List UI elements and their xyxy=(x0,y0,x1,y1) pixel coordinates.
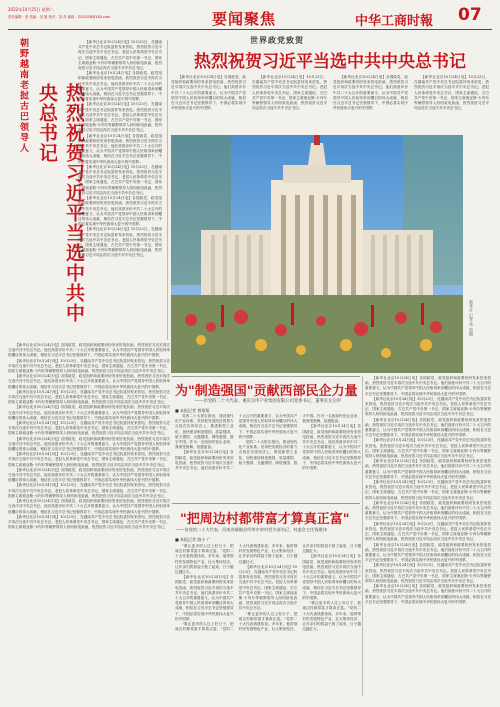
header-credits: 责任编辑：张 美编：吴 版 校对：刘 舟 邮箱：ZGGSSB@163.com xyxy=(8,15,111,19)
lower-left-para: 【新华社北京10月24日电】各国政党、政党组织和政要纷纷发来贺电贺函，热烈祝贺习近平再次当选中共中央总书记。他们高度评价中共二十大召开的重要意义，认为中国共产党领导中国人民取得举世瞩目的伟大成就，相信在习近平总书记坚强领导下，中国必将实现中华民族伟大复兴的中国梦。 xyxy=(8,374,170,389)
story2-subtitle: ——访党的二十大代表、重庆宗申产业集团有限公司党委书记、董事长左宗申 xyxy=(195,399,342,404)
story2-para: 党的二十大报告指出，建设现代化产业体系。坚持把发展经济的着力点放在实体经济上，推进新型工业化，加快建设制造强国、质量强国、航天强国、交通强国、网络强国、数字中国。作为一名西部民营企业家，我深受鼓舞，倍感振奋。 xyxy=(175,414,234,450)
right-col-para: 【新华社北京10月24日电】各国政党、政党组织和政要纷纷发来贺电贺函，热烈祝贺习近平再次当选中共中央总书记。他们高度评价中共二十大召开的重要意义，认为中国共产党领导中国人民取得举世瞩目的伟大成就，相信在习近平总书记坚强领导下，中国必将实现中华民族伟大复兴的中国梦。 xyxy=(365,500,491,521)
story2-para: 党的二十大报告指出，建设现代化产业体系。坚持把发展经济的着力点放在实体经济上，推进新型工业化，加快建设制造强国、质量强国、航天强国、交通强国、网络强国、数字中国。作为一名西部民营企业家，我深受鼓舞，倍感振奋。 xyxy=(238,414,361,465)
right-col-para: 【新华社北京10月24日电】各国政党、政党组织和政要纷纷发来贺电贺函，热烈祝贺习近平再次当选中共中央总书记。他们高度评价中共二十大召开的重要意义，认为中国共产党领导中国人民取得举世瞩目的伟大成就，相信在习近平总书记坚强领导下，中国必将实现中华民族伟大复兴的中国梦。 xyxy=(365,542,491,563)
story3-rule xyxy=(172,503,360,504)
lower-left-para: 【新华社北京10月24日电】各国政党、政党组织和政要纷纷发来贺电贺函，热烈祝贺习近平再次当选中共中央总书记。他们高度评价中共二十大召开的重要意义，认为中国共产党领导中国人民取得举世瞩目的伟大成就，相信在习近平总书记坚强领导下，中国必将实现中华民族伟大复兴的中国梦。 xyxy=(8,467,170,483)
lower-left-para: 【新华社北京10月24日电】10月23日，在越南共产党中央总书记阮富仲发来贺电，热烈祝贺习近平再次当选中共中央总书记。老挝人民革命党中央总书记、国家主席通伦，古巴共产党中央第一书记、国家主席迪亚斯-卡内尔等朝野领导人纷纷致电致函，热烈祝贺习近平同志再次当选中共中央总书记。 xyxy=(8,421,170,436)
right-col-para: 【新华社北京10月24日电】10月23日，在越南共产党中央总书记阮富仲发来贺电，热烈祝贺习近平再次当选中共中央总书记。老挝人民革命党中央总书记、国家主席通伦，古巴共产党中央第一书记、国家主席迪亚斯-卡内尔等朝野领导人纷纷致电致函，热烈祝贺习近平同志再次当选中共中央总书记。 xyxy=(365,563,491,583)
story3-byline: ■ 本报记者 路小 广 xyxy=(175,537,211,542)
right-col-para: 【新华社北京10月24日电】各国政党、政党组织和政要纷纷发来贺电贺函，热烈祝贺习近平再次当选中共中央总书记。他们高度评价中共二十大召开的重要意义，认为中国共产党领导中国人民取得举世瞩目的伟大成就，相信在习近平总书记坚强领导下，中国必将实现中华民族伟大复兴的中国梦。 xyxy=(365,417,491,438)
lower-left-para: 【新华社北京10月24日电】10月23日，在越南共产党中央总书记阮富仲发来贺电，热烈祝贺习近平再次当选中共中央总书记。老挝人民革命党中央总书记、国家主席通伦，古巴共产党中央第一书记、国家主席迪亚斯-卡内尔等朝野领导人纷纷致电致函，热烈祝贺习近平同志再次当选中共中央总书记。 xyxy=(8,483,170,498)
side-text-para: 【新华社北京10月24日电】各国政党、政党组织和政要纷纷发来贺电贺函，热烈祝贺习近平再次当选中共中央总书记。他们高度评价中共二十大召开的重要意义，认为中国共产党领导中国人民取得举世瞩目的伟大成就，相信在习近平总书记坚强领导下，中国必将实现中华民族伟大复兴的中国梦。 xyxy=(78,133,162,164)
story3-para: "要让更多的人过上好日子，把周边村都带富才算真正富。"党的二十大代表钱建伟说。多年来，他带领村民发展特色产业，壮大集体经济，让乡亲们的钱袋子鼓了起来，日子越过越红火。 xyxy=(238,544,361,632)
lower-left-para: 【新华社北京10月24日电】各国政党、政党组织和政要纷纷发来贺电贺函，热烈祝贺习近平再次当选中共中央总书记。他们高度评价中共二十大召开的重要意义，认为中国共产党领导中国人民取得举世瞩目的伟大成就，相信在习近平总书记坚强领导下，中国必将实现中华民族伟大复兴的中国梦。 xyxy=(8,405,170,420)
main-text-para: 【新华社北京10月24日电】10月23日，在越南共产党中央总书记阮富仲发来贺电，热烈祝贺习近平再次当选中共中央总书记。老挝人民革命党中央总书记、国家主席通伦，古巴共产党中央第一书记、国家主席迪亚斯-卡内尔等朝野领导人纷纷致电致函，热烈祝贺习近平同志再次当选中共中央总书记。 xyxy=(414,75,489,111)
side-text-para: 【新华社北京10月24日电】各国政党、政党组织和政要纷纷发来贺电贺函，热烈祝贺习近平再次当选中共中央总书记。他们高度评价中共二十大召开的重要意义，认为中国共产党领导中国人民取得举世瞩目的伟大成就，相信在习近平总书记坚强领导下，中国必将实现中华民族伟大复兴的中国梦。 xyxy=(78,196,162,227)
story3-para: "要让更多的人过上好日子，把周边村都带富才算真正富。"党的二十大代表钱建伟说。多年来，他带领村民发展特色产业，壮大集体经济，让乡亲们的钱袋子鼓了起来，日子越过越红火。 xyxy=(175,544,234,575)
main-article-text xyxy=(171,75,489,133)
header-date: 2022年10月25日 星期二 xyxy=(8,7,54,12)
story2-headline: 为"制造强国"贡献西部民企力量 xyxy=(175,384,358,399)
right-col-para: 【新华社北京10月24日电】10月23日，在越南共产党中央总书记阮富仲发来贺电，热烈祝贺习近平再次当选中共中央总书记。老挝人民革命党中央总书记、国家主席通伦，古巴共产党中央第一书记、国家主席迪亚斯-卡内尔等朝野领导人纷纷致电致函，热烈祝贺习近平同志再次当选中共中央总书记。 xyxy=(365,521,491,542)
story3-para: 【新华社北京10月24日电】10月23日，在越南共产党中央总书记阮富仲发来贺电，热烈祝贺习近平再次当选中共中央总书记。老挝人民革命党中央总书记、国家主席通伦，古巴共产党中央第一书记、国家主席迪亚斯-卡内尔等朝野领导人纷纷致电致函，热烈祝贺习近平同志再次当选中共中央总书记。 xyxy=(238,564,298,611)
lower-left-para: 【新华社北京10月24日电】各国政党、政党组织和政要纷纷发来贺电贺函，热烈祝贺习近平再次当选中共中央总书记。他们高度评价中共二十大召开的重要意义，认为中国共产党领导中国人民取得举世瞩目的伟大成就，相信在习近平总书记坚强领导下，中国必将实现中华民族伟大复兴的中国梦。 xyxy=(8,343,170,358)
right-col-para: 【新华社北京10月24日电】10月23日，在越南共产党中央总书记阮富仲发来贺电，热烈祝贺习近平再次当选中共中央总书记。老挝人民革命党中央总书记、国家主席通伦，古巴共产党中央第一书记、国家主席迪亚斯-卡内尔等朝野领导人纷纷致电致函，热烈祝贺习近平同志再次当选中共中央总书记。 xyxy=(365,438,491,459)
side-text-para: 【新华社北京10月24日电】10月23日，在越南共产党中央总书记阮富仲发来贺电，热烈祝贺习近平再次当选中共中央总书记。老挝人民革命党中央总书记、国家主席通伦，古巴共产党中央第一书记、国家主席迪亚斯-卡内尔等朝野领导人纷纷致电致函，热烈祝贺习近平同志再次当选中共中央总书记。 xyxy=(78,164,162,195)
right-col-para: 【新华社北京10月24日电】各国政党、政党组织和政要纷纷发来贺电贺函，热烈祝贺习近平再次当选中共中央总书记。他们高度评价中共二十大召开的重要意义，认为中国共产党领导中国人民取得举世瞩目的伟大成就，相信在习近平总书记坚强领导下，中国必将实现中华民族伟大复兴的中国梦。 xyxy=(365,376,491,396)
right-col-para: 【新华社北京10月24日电】10月23日，在越南共产党中央总书记阮富仲发来贺电，热烈祝贺习近平再次当选中共中央总书记。老挝人民革命党中央总书记、国家主席通伦，古巴共产党中央第一书记、国家主席迪亚斯-卡内尔等朝野领导人纷纷致电致函，热烈祝贺习近平同志再次当选中共中央总书记。 xyxy=(365,480,491,500)
lower-left-para: 【新华社北京10月24日电】各国政党、政党组织和政要纷纷发来贺电贺函，热烈祝贺习近平再次当选中共中央总书记。他们高度评价中共二十大召开的重要意义，认为中国共产党领导中国人民取得举世瞩目的伟大成就，相信在习近平总书记坚强领导下，中国必将实现中华民族伟大复兴的中国梦。 xyxy=(8,499,170,514)
main-kicker: 世界政党致贺 xyxy=(250,35,304,45)
side-text-para: 【新华社北京10月24日电】10月23日，在越南共产党中央总书记阮富仲发来贺电，热烈祝贺习近平再次当选中共中央总书记。老挝人民革命党中央总书记、国家主席通伦，古巴共产党中央第一书记、国家主席迪亚斯-卡内尔等朝野领导人纷纷致电致函，热烈祝贺习近平同志再次当选中共中央总书记。 xyxy=(78,227,162,258)
lower-left-para: 【新华社北京10月24日电】10月23日，在越南共产党中央总书记阮富仲发来贺电，热烈祝贺习近平再次当选中共中央总书记。老挝人民革命党中央总书记、国家主席通伦，古巴共产党中央第一书记、国家主席迪亚斯-卡内尔等朝野领导人纷纷致电致函，热烈祝贺习近平同志再次当选中共中央总书记。 xyxy=(8,514,170,530)
main-text-para: 【新华社北京10月24日电】10月23日，在越南共产党中央总书记阮富仲发来贺电，热烈祝贺习近平再次当选中共中央总书记。老挝人民革命党中央总书记、国家主席通伦，古巴共产党中央第一书记、国家主席迪亚斯-卡内尔等朝野领导人纷纷致电致函，热烈祝贺习近平同志再次当选中共中央总书记。 xyxy=(252,75,327,111)
story3-headline: "把周边村都带富才算真正富" xyxy=(180,512,350,527)
story3-para: 【新华社北京10月24日电】各国政党、政党组织和政要纷纷发来贺电贺函，热烈祝贺习近平再次当选中共中央总书记。他们高度评价中共二十大召开的重要意义，认为中国共产党领导中国人民取得举世瞩目的伟大成就，相信在习近平总书记坚强领导下，中国必将实现中华民族伟大复兴的中国梦。 xyxy=(175,575,234,621)
story3-para: 【新华社北京10月24日电】各国政党、政党组织和政要纷纷发来贺电贺函，热烈祝贺习近平再次当选中共中央总书记。他们高度评价中共二十大召开的重要意义，认为中国共产党领导中国人民取得举世瞩目的伟大成就，相信在习近平总书记坚强领导下，中国必将实现中华民族伟大复兴的中国梦。 xyxy=(302,554,361,601)
story3-para: "要让更多的人过上好日子，把周边村都带富才算真正富。"党的二十大代表钱建伟说。多年来，他带领村民发展特色产业，壮大集体经济，让乡亲们的钱袋子鼓了起来，日子越过越红火。 xyxy=(302,601,361,632)
right-col-para: 【新华社北京10月24日电】10月23日，在越南共产党中央总书记阮富仲发来贺电，热烈祝贺习近平再次当选中共中央总书记。老挝人民革命党中央总书记、国家主席通伦，古巴共产党中央第一书记、国家主席迪亚斯-卡内尔等朝野领导人纷纷致电致函，热烈祝贺习近平同志再次当选中共中央总书记。 xyxy=(365,396,491,417)
story2-byline: ■ 本报记者 曾翔翔 xyxy=(175,408,210,413)
lower-left-para: 【新华社北京10月24日电】各国政党、政党组织和政要纷纷发来贺电贺函，热烈祝贺习近平再次当选中共中央总书记。他们高度评价中共二十大召开的重要意义，认为中国共产党领导中国人民取得举世瞩目的伟大成就，相信在习近平总书记坚强领导下，中国必将实现中华民族伟大复兴的中国梦。 xyxy=(8,436,170,452)
column-divider xyxy=(167,40,168,340)
side-headline: 热烈祝贺习近平当选中共中央总书记 xyxy=(36,83,85,323)
right-column-divider xyxy=(362,376,363,696)
main-text-para: 【新华社北京10月24日电】各国政党、政党组织和政要纷纷发来贺电贺函，热烈祝贺习近平再次当选中共中央总书记。他们高度评价中共二十大召开的重要意义，认为中国共产党领导中国人民取得举世瞩目的伟大成就，相信在习近平总书记坚强领导下，中国必将实现中华民族伟大复兴的中国梦。 xyxy=(333,75,408,111)
story2-rule xyxy=(172,376,360,377)
section-title: 要闻聚焦 xyxy=(212,10,277,28)
right-col-para: 【新华社北京10月24日电】各国政党、政党组织和政要纷纷发来贺电贺函，热烈祝贺习近平再次当选中共中央总书记。他们高度评价中共二十大召开的重要意义，认为中国共产党领导中国人民取得举世瞩目的伟大成就，相信在习近平总书记坚强领导下，中国必将实现中华民族伟大复兴的中国梦。 xyxy=(365,459,491,479)
lower-left-para: 【新华社北京10月24日电】10月23日，在越南共产党中央总书记阮富仲发来贺电，热烈祝贺习近平再次当选中共中央总书记。老挝人民革命党中央总书记、国家主席通伦，古巴共产党中央第一书记、国家主席迪亚斯-卡内尔等朝野领导人纷纷致电致函，热烈祝贺习近平同志再次当选中共中央总书记。 xyxy=(8,358,170,374)
main-text-para: 【新华社北京10月24日电】各国政党、政党组织和政要纷纷发来贺电贺函，热烈祝贺习近平再次当选中共中央总书记。他们高度评价中共二十大召开的重要意义，认为中国共产党领导中国人民取得举世瞩目的伟大成就，相信在习近平总书记坚强领导下，中国必将实现中华民族伟大复兴的中国梦。 xyxy=(171,75,246,111)
story3-subtitle: ——访党的二十大代表、河南省鄢陵县纾荣乡荣村党支部书记、村委会主任钱建伟 xyxy=(176,527,327,532)
side-text-para: 【新华社北京10月24日电】10月23日，在越南共产党中央总书记阮富仲发来贺电，热烈祝贺习近平再次当选中共中央总书记。老挝人民革命党中央总书记、国家主席通伦，古巴共产党中央第一书记、国家主席迪亚斯-卡内尔等朝野领导人纷纷致电致函，热烈祝贺习近平同志再次当选中共中央总书记。 xyxy=(78,40,162,71)
right-column-text xyxy=(365,376,491,695)
main-photo xyxy=(171,135,463,373)
header-rule xyxy=(8,29,492,30)
story3-text xyxy=(175,544,361,696)
masthead: 中华工商时報 xyxy=(355,14,434,29)
page-number: 07 xyxy=(458,5,482,25)
story2-para: 【新华社北京10月24日电】各国政党、政党组织和政要纷纷发来贺电贺函，热烈祝贺习近平再次当选中共中央总书记。他们高度评价中共二十大召开的重要意义，认为中国共产党领导中国人民取得举世瞩目的伟大成就，相信在习近平总书记坚强领导下，中国必将实现中华民族伟大复兴的中国梦。 xyxy=(302,424,361,471)
main-headline: 热烈祝贺习近平当选中共中央总书记 xyxy=(194,52,466,72)
photo-caption: 新华社 记者 李 贺摄 xyxy=(469,300,474,336)
side-article-text xyxy=(78,40,162,340)
story3-para: "要让更多的人过上好日子，把周边村都带富才算真正富。"党的二十大代表钱建伟说。多年来，他带领村民发展特色产业，壮大集体经济，让乡亲们的钱袋子鼓了起来，日子越过越红火。 xyxy=(175,544,298,632)
lower-left-para: 【新华社北京10月24日电】10月23日，在越南共产党中央总书记阮富仲发来贺电，热烈祝贺习近平再次当选中共中央总书记。老挝人民革命党中央总书记、国家主席通伦，古巴共产党中央第一书记、国家主席迪亚斯-卡内尔等朝野领导人纷纷致电致函，热烈祝贺习近平同志再次当选中共中央总书记。 xyxy=(8,389,170,405)
side-text-para: 【新华社北京10月24日电】各国政党、政党组织和政要纷纷发来贺电贺函，热烈祝贺习近平再次当选中共中央总书记。他们高度评价中共二十大召开的重要意义，认为中国共产党领导中国人民取得举世瞩目的伟大成就，相信在习近平总书记坚强领导下，中国必将实现中华民族伟大复兴的中国梦。 xyxy=(78,71,162,102)
great-hall-photo xyxy=(171,135,463,373)
lower-left-text xyxy=(8,343,170,695)
side-kicker: 朝野越南老挝古巴领导人 xyxy=(18,38,28,154)
lower-left-para: 【新华社北京10月24日电】10月23日，在越南共产党中央总书记阮富仲发来贺电，热烈祝贺习近平再次当选中共中央总书记。老挝人民革命党中央总书记、国家主席通伦，古巴共产党中央第一书记、国家主席迪亚斯-卡内尔等朝野领导人纷纷致电致函，热烈祝贺习近平同志再次当选中共中央总书记。 xyxy=(8,452,170,467)
story2-para: 【新华社北京10月24日电】各国政党、政党组织和政要纷纷发来贺电贺函，热烈祝贺习近平再次当选中共中央总书记。他们高度评价中共二十大召开的重要意义，认为中国共产党领导中国人民取得举世瞩目的伟大成就，相信在习近平总书记坚强领导下，中国必将实现中华民族伟大复兴的中国梦。 xyxy=(175,414,298,471)
story2-text xyxy=(175,414,361,500)
right-col-para: 【新华社北京10月24日电】各国政党、政党组织和政要纷纷发来贺电贺函，热烈祝贺习近平再次当选中共中央总书记。他们高度评价中共二十大召开的重要意义，认为中国共产党领导中国人民取得举世瞩目的伟大成就，相信在习近平总书记坚强领导下，中国必将实现中华民族伟大复兴的中国梦。 xyxy=(365,584,491,604)
side-text-para: 【新华社北京10月24日电】10月23日，在越南共产党中央总书记阮富仲发来贺电，热烈祝贺习近平再次当选中共中央总书记。老挝人民革命党中央总书记、国家主席通伦，古巴共产党中央第一书记、国家主席迪亚斯-卡内尔等朝野领导人纷纷致电致函，热烈祝贺习近平同志再次当选中共中央总书记。 xyxy=(78,102,162,133)
